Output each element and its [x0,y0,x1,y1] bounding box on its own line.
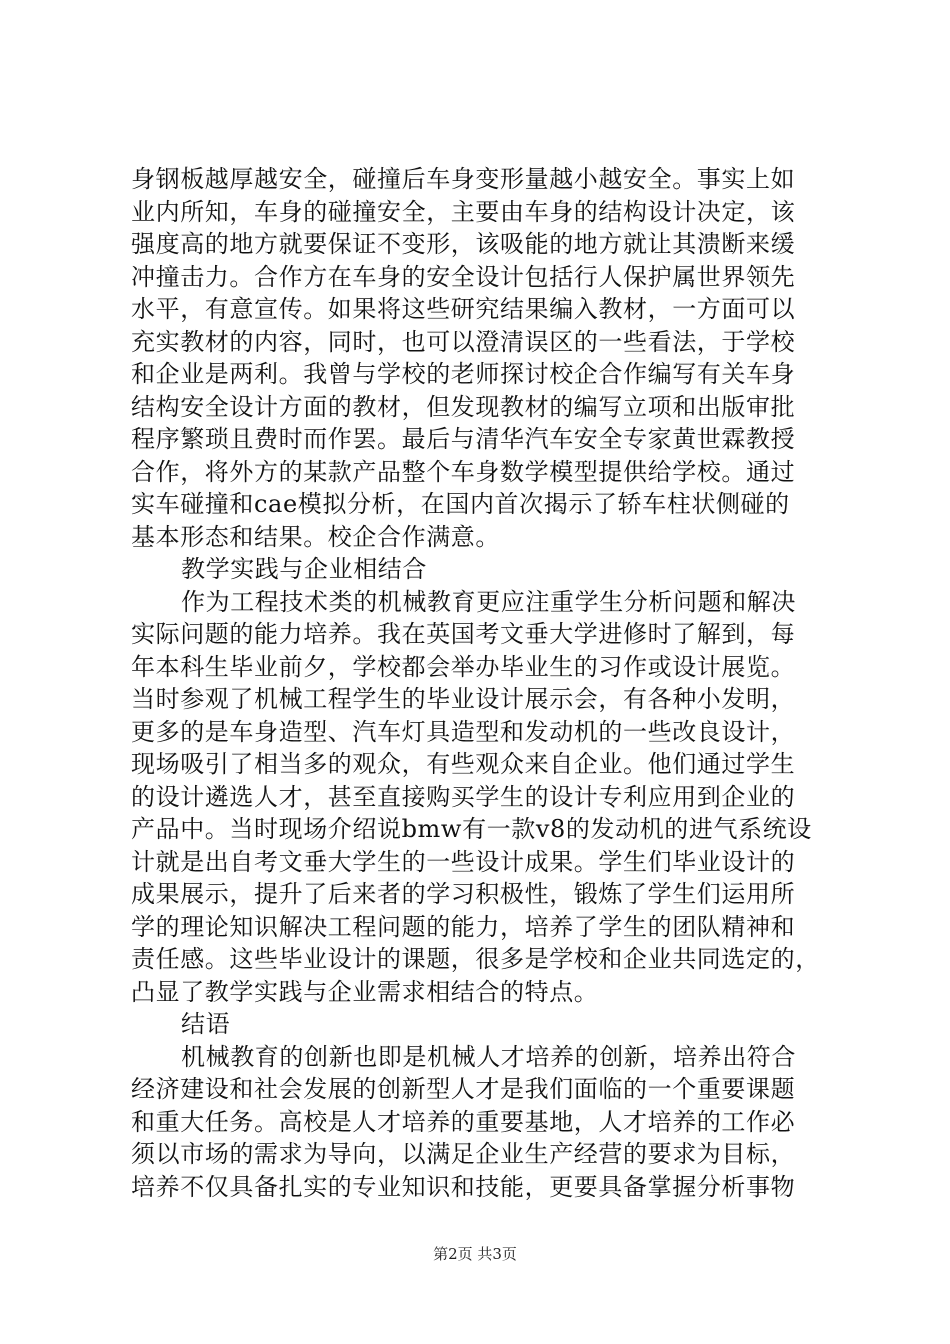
text-line: 经济建设和社会发展的创新型人才是我们面临的一个重要课题 [131,1075,796,1103]
text-line: 结构安全设计方面的教材，但发现教材的编写立项和出版审批 [131,392,796,421]
text-line: 和企业是两利。我曾与学校的老师探讨校企合作编写有关车身 [131,360,796,388]
text-line: 学的理论知识解决工程问题的能力，培养了学生的团队精神和 [131,912,796,941]
text-line: 责任感。这些毕业设计的课题，很多是学校和企业共同选定的， [131,945,820,973]
text-line: 身钢板越厚越安全，碰撞后车身变形量越小越安全。事实上如 [131,165,796,193]
text-line: 现场吸引了相当多的观众，有些观众来自企业。他们通过学生 [131,750,796,778]
text-line: 和重大任务。高校是人才培养的重要基地，人才培养的工作必 [131,1107,796,1136]
text-line: 合作，将外方的某款产品整个车身数学模型提供给学校。通过 [131,457,796,486]
text-line: 机械教育的创新也即是机械人才培养的创新，培养出符合 [181,1042,796,1071]
text-line: 程序繁琐且费时而作罢。最后与清华汽车安全专家黄世霖教授 [131,425,796,453]
text-line: 更多的是车身造型、汽车灯具造型和发动机的一些改良设计， [131,717,796,746]
text-line: 须以市场的需求为导向，以满足企业生产经营的要求为目标， [131,1140,796,1168]
text-line: 产品中。当时现场介绍说bmw有一款v8的发动机的进气系统设 [131,815,812,843]
text-line: 的设计遴选人才，甚至直接购买学生的设计专利应用到企业的 [131,782,796,811]
body-text [131,163,846,1203]
text-line: 业内所知，车身的碰撞安全，主要由车身的结构设计决定，该 [131,197,796,226]
text-line: 基本形态和结果。校企合作满意。 [131,522,500,551]
text-line: 实车碰撞和cae模拟分析，在国内首次揭示了轿车柱状侧碰的 [131,490,790,518]
text-line: 成果展示，提升了后来者的学习积极性，锻炼了学生们运用所 [131,880,796,908]
text-line: 教学实践与企业相结合 [181,555,427,583]
page-footer: 第2页 共3页 [433,1245,517,1263]
text-line: 实际问题的能力培养。我在英国考文垂大学进修时了解到，每 [131,620,796,648]
text-line: 作为工程技术类的机械教育更应注重学生分析问题和解决 [181,587,796,616]
text-line: 强度高的地方就要保证不变形，该吸能的地方就让其溃断来缓 [131,230,796,258]
text-line: 当时参观了机械工程学生的毕业设计展示会，有各种小发明， [131,685,796,713]
text-line: 培养不仅具备扎实的专业知识和技能，更要具备掌握分析事物 [131,1172,796,1201]
text-line: 充实教材的内容，同时，也可以澄清误区的一些看法，于学校 [131,327,796,356]
text-line: 冲撞击力。合作方在车身的安全设计包括行人保护属世界领先 [131,262,796,291]
text-line: 结语 [181,1010,231,1038]
text-line: 水平，有意宣传。如果将这些研究结果编入教材，一方面可以 [131,295,796,323]
text-line: 凸显了教学实践与企业需求相结合的特点。 [131,977,599,1006]
text-line: 计就是出自考文垂大学生的一些设计成果。学生们毕业设计的 [131,847,796,876]
text-line: 年本科生毕业前夕，学校都会举办毕业生的习作或设计展览。 [131,652,796,681]
